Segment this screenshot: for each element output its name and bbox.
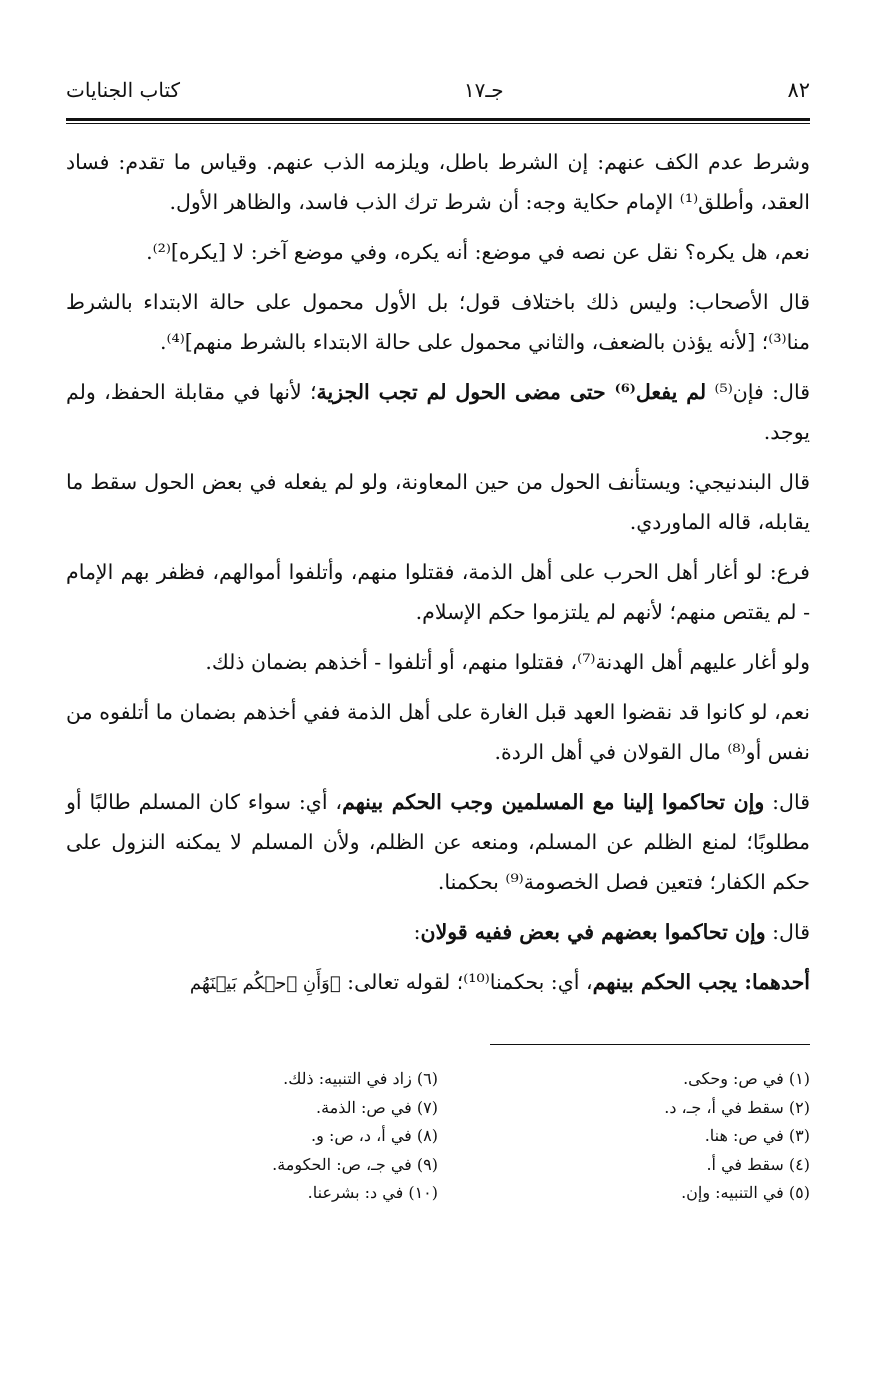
paragraph-6: فرع: لو أغار أهل الحرب على أهل الذمة، فقتلوا منهم، وأتلفوا أموالهم، فظفر بهم الإمام - لم يقتص منهم؛ لأنهم لم يلتزموا حكم الإسلام. — [66, 560, 810, 624]
header-rule — [66, 118, 810, 124]
paragraph-rest: ؛ لأنها في مقابلة الحفظ، ولم يوجد. — [66, 380, 810, 444]
paragraph-2: نعم، هل يكره؟ نقل عن نصه في موضع: أنه يكره، وفي موضع آخر: لا [يكره]⁽²⁾. — [146, 240, 810, 264]
footnote-6: (٦) زاد في التنبيه: ذلك. — [283, 1069, 438, 1088]
matn-text: وإن تحاكموا إلينا مع المسلمين وجب الحكم بينهم — [342, 790, 765, 814]
footnote-3: (٣) في ص: هنا. — [704, 1126, 810, 1145]
paragraph-rest: ، أي: سواء كان المسلم طالبًا أو مطلوبًا؛ لمنع الظلم عن المسلم، ومنعه عن الظلم، ولأن المسلم لا يمكنه النزول على حكم الكفار؛ فتعين فصل الخصومة⁽⁹⁾ بحكمنا. — [66, 790, 811, 894]
footnotes — [66, 1065, 810, 1208]
matn-text: أحدهما: يجب الحكم بينهم — [592, 970, 810, 994]
footnote-4: (٤) سقط في أ. — [706, 1154, 810, 1174]
page-number: ٨٢ — [787, 78, 810, 102]
paragraph-8: نعم، لو كانوا قد نقضوا العهد قبل الغارة على أهل الذمة ففي أخذهم بضمان ما أتلفوه من نفس أو⁽⁸⁾ مال القولان في أهل الردة. — [66, 700, 810, 764]
book-title: كتاب الجنايات — [66, 78, 181, 102]
paragraph-11 — [66, 962, 810, 1004]
page — [66, 78, 810, 1208]
paragraph-5: قال البندنيجي: ويستأنف الحول من حين المعاونة، ولو لم يفعله في بعض الحول سقط ما يقابله، قاله الماوردي. — [66, 470, 810, 534]
matn-text: وإن تحاكموا بعضهم في بعض ففيه قولان — [420, 920, 766, 944]
footnote-2: (٢) سقط في أ، جـ، د. — [664, 1097, 810, 1117]
paragraph-lead: قال: فإن⁽⁵⁾ — [706, 380, 810, 404]
paragraph-1: وشرط عدم الكف عنهم: إن الشرط باطل، ويلزمه الذب عنهم. وقياس ما تقدم: فساد العقد، وأطلق⁽¹⁾ الإمام حكاية وجه: أن شرط ترك الذب فاسد، والظاهر الأول. — [66, 150, 810, 214]
paragraph-9 — [66, 782, 810, 902]
paragraph-3: قال الأصحاب: وليس ذلك باختلاف قول؛ بل الأول محمول على حالة الابتداء بالشرط منا⁽³⁾؛ [لأنه يؤذن بالضعف، والثاني محمول على حالة الابتداء بالشرط منهم]⁽⁴⁾. — [66, 290, 810, 354]
footnote-9: (٩) في جـ، ص: الحكومة. — [272, 1154, 438, 1174]
quran-quote: ﴿وَأَنِ ٱحۡكُم بَيۡنَهُم — [189, 973, 341, 994]
paragraph-10 — [66, 912, 810, 952]
footnote-1: (١) في ص: وحكى. — [683, 1069, 810, 1088]
footnote-separator — [490, 1044, 810, 1045]
footnote-10: (١٠) في د: بشرعنا. — [307, 1183, 438, 1202]
main-text — [66, 142, 810, 1004]
paragraph-rest: ، أي: بحكمنا⁽¹⁰⁾؛ لقوله تعالى: — [340, 970, 593, 994]
matn-text: لم يفعل⁽⁶⁾ حتى مضى الحول لم تجب الجزية — [316, 380, 707, 404]
footnote-8: (٨) في أ، د، ص: و. — [311, 1126, 438, 1145]
paragraph-4 — [66, 372, 810, 452]
footnote-5: (٥) في التنبيه: وإن. — [681, 1183, 810, 1202]
paragraph-lead: قال: — [764, 790, 810, 814]
footnote-column-right — [438, 1065, 810, 1208]
paragraph-lead: قال: — [765, 920, 810, 944]
paragraph-7: ولو أغار عليهم أهل الهدنة⁽⁷⁾، فقتلوا منهم، أو أتلفوا - أخذهم بضمان ذلك. — [205, 650, 810, 674]
footnote-column-left — [66, 1065, 438, 1208]
volume-label: جـ١٧ — [463, 78, 504, 102]
footnote-7: (٧) في ص: الذمة. — [315, 1097, 438, 1117]
paragraph-rest: : — [413, 920, 421, 944]
running-header — [66, 78, 810, 118]
